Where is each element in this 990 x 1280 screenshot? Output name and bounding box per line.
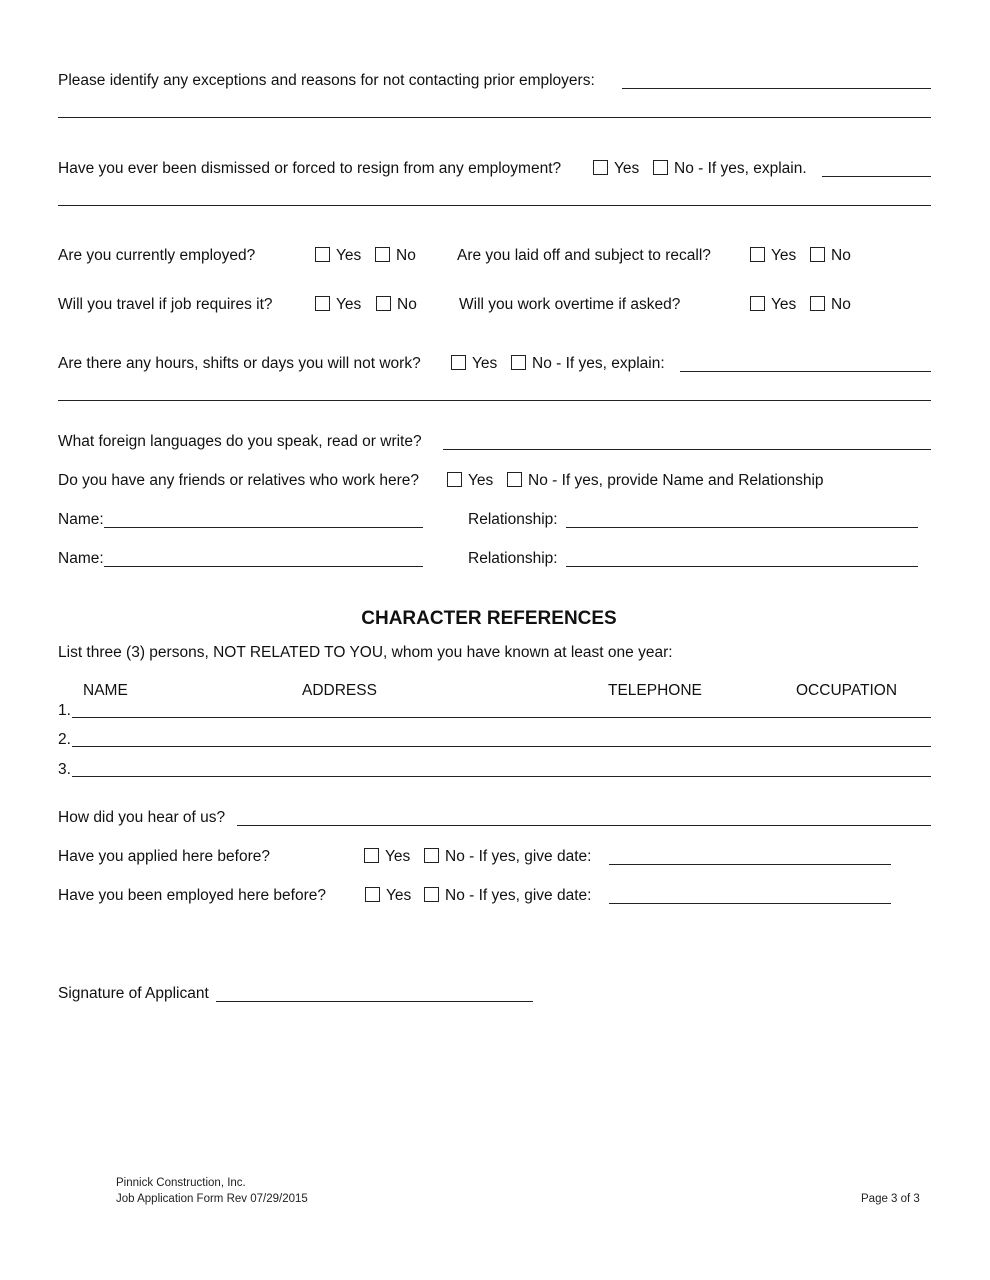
yes-label: Yes	[771, 296, 797, 313]
question-exceptions: Please identify any exceptions and reasons for not contacting prior employers:	[58, 72, 595, 89]
exceptions-answer-line-2[interactable]	[58, 117, 931, 118]
question-overtime: Will you work overtime if asked?	[459, 296, 681, 313]
signature-label: Signature of Applicant	[58, 985, 209, 1002]
travel-no-checkbox[interactable]	[376, 296, 391, 311]
reference-row-line-2[interactable]	[72, 746, 931, 747]
reference-row-number-3: 3.	[58, 761, 71, 778]
no-provide-label: No - If yes, provide Name and Relationship	[528, 472, 824, 489]
footer-page-number: Page 3 of 3	[861, 1193, 920, 1205]
applied-no-checkbox[interactable]	[424, 848, 439, 863]
question-dismissed: Have you ever been dismissed or forced to resign from any employment?	[58, 160, 562, 177]
section-title: CHARACTER REFERENCES	[361, 608, 617, 629]
overtime-yes-checkbox[interactable]	[750, 296, 765, 311]
no-label: No	[397, 296, 417, 313]
no-label: No	[831, 296, 851, 313]
question-hear: How did you hear of us?	[58, 809, 226, 826]
overtime-no-option[interactable]	[810, 296, 851, 314]
question-travel: Will you travel if job requires it?	[58, 296, 273, 313]
yes-label: Yes	[385, 848, 411, 865]
name-field-2[interactable]	[104, 566, 423, 567]
hear-answer-line[interactable]	[237, 825, 931, 826]
yes-label: Yes	[771, 247, 797, 264]
friends-no-option[interactable]	[507, 472, 824, 490]
relationship-field-1[interactable]	[566, 527, 918, 528]
footer-form-revision: Job Application Form Rev 07/29/2015	[116, 1193, 308, 1205]
column-header-occupation: OCCUPATION	[796, 682, 898, 699]
hours-yes-option[interactable]	[451, 355, 497, 373]
dismissed-no-option[interactable]	[653, 160, 807, 178]
relationship-field-2[interactable]	[566, 566, 918, 567]
hours-yes-checkbox[interactable]	[451, 355, 466, 370]
overtime-yes-option[interactable]	[750, 296, 796, 314]
no-date-label: No - If yes, give date:	[445, 887, 592, 904]
employed-no-option[interactable]	[375, 247, 416, 265]
no-label: No	[396, 247, 416, 264]
no-date-label: No - If yes, give date:	[445, 848, 592, 865]
name-label-2: Name:	[58, 550, 104, 567]
hours-no-checkbox[interactable]	[511, 355, 526, 370]
dismissed-explain-line[interactable]	[822, 176, 931, 177]
travel-no-option[interactable]	[376, 296, 417, 314]
friends-yes-option[interactable]	[447, 472, 493, 490]
no-label: No	[831, 247, 851, 264]
dismissed-explain-line-2[interactable]	[58, 205, 931, 206]
hours-no-option[interactable]	[511, 355, 665, 373]
employed-before-no-option[interactable]	[424, 887, 591, 905]
yes-label: Yes	[472, 355, 498, 372]
friends-yes-checkbox[interactable]	[447, 472, 462, 487]
no-explain-label: No - If yes, explain.	[674, 160, 807, 177]
laid-off-yes-option[interactable]	[750, 247, 796, 265]
yes-label: Yes	[614, 160, 640, 177]
yes-label: Yes	[468, 472, 494, 489]
column-header-telephone: TELEPHONE	[608, 682, 702, 699]
applied-yes-checkbox[interactable]	[364, 848, 379, 863]
languages-answer-line[interactable]	[443, 449, 931, 450]
no-explain-label: No - If yes, explain:	[532, 355, 665, 372]
reference-row-line-1[interactable]	[72, 717, 931, 718]
dismissed-yes-option[interactable]	[593, 160, 639, 178]
footer-company: Pinnick Construction, Inc.	[116, 1177, 246, 1189]
employed-before-yes-option[interactable]	[365, 887, 411, 905]
friends-no-checkbox[interactable]	[507, 472, 522, 487]
yes-label: Yes	[336, 247, 362, 264]
references-instruction: List three (3) persons, NOT RELATED TO YOU, whom you have known at least one year:	[58, 644, 673, 661]
travel-yes-checkbox[interactable]	[315, 296, 330, 311]
name-label-1: Name:	[58, 511, 104, 528]
yes-label: Yes	[386, 887, 412, 904]
exceptions-answer-line[interactable]	[622, 88, 931, 89]
hours-explain-line-2[interactable]	[58, 400, 931, 401]
employed-no-checkbox[interactable]	[375, 247, 390, 262]
laid-off-no-checkbox[interactable]	[810, 247, 825, 262]
laid-off-no-option[interactable]	[810, 247, 851, 265]
question-friends: Do you have any friends or relatives who work here?	[58, 472, 419, 489]
employed-before-date-line[interactable]	[609, 903, 891, 904]
applied-yes-option[interactable]	[364, 848, 410, 866]
question-employed-before: Have you been employed here before?	[58, 887, 326, 904]
question-currently-employed: Are you currently employed?	[58, 247, 256, 264]
applied-no-option[interactable]	[424, 848, 591, 866]
hours-explain-line[interactable]	[680, 371, 931, 372]
employed-yes-checkbox[interactable]	[315, 247, 330, 262]
column-header-name: NAME	[83, 682, 128, 699]
travel-yes-option[interactable]	[315, 296, 361, 314]
question-hours: Are there any hours, shifts or days you will not work?	[58, 355, 421, 372]
question-laid-off: Are you laid off and subject to recall?	[457, 247, 711, 264]
relationship-label-2: Relationship:	[468, 550, 558, 567]
name-field-1[interactable]	[104, 527, 423, 528]
overtime-no-checkbox[interactable]	[810, 296, 825, 311]
employed-yes-option[interactable]	[315, 247, 361, 265]
signature-line[interactable]	[216, 1001, 533, 1002]
yes-label: Yes	[336, 296, 362, 313]
question-languages: What foreign languages do you speak, read or write?	[58, 433, 422, 450]
laid-off-yes-checkbox[interactable]	[750, 247, 765, 262]
dismissed-yes-checkbox[interactable]	[593, 160, 608, 175]
dismissed-no-checkbox[interactable]	[653, 160, 668, 175]
question-applied: Have you applied here before?	[58, 848, 270, 865]
employed-before-no-checkbox[interactable]	[424, 887, 439, 902]
reference-row-number-2: 2.	[58, 731, 71, 748]
reference-row-number-1: 1.	[58, 702, 71, 719]
relationship-label-1: Relationship:	[468, 511, 558, 528]
column-header-address: ADDRESS	[302, 682, 377, 699]
reference-row-line-3[interactable]	[72, 776, 931, 777]
employed-before-yes-checkbox[interactable]	[365, 887, 380, 902]
applied-date-line[interactable]	[609, 864, 891, 865]
